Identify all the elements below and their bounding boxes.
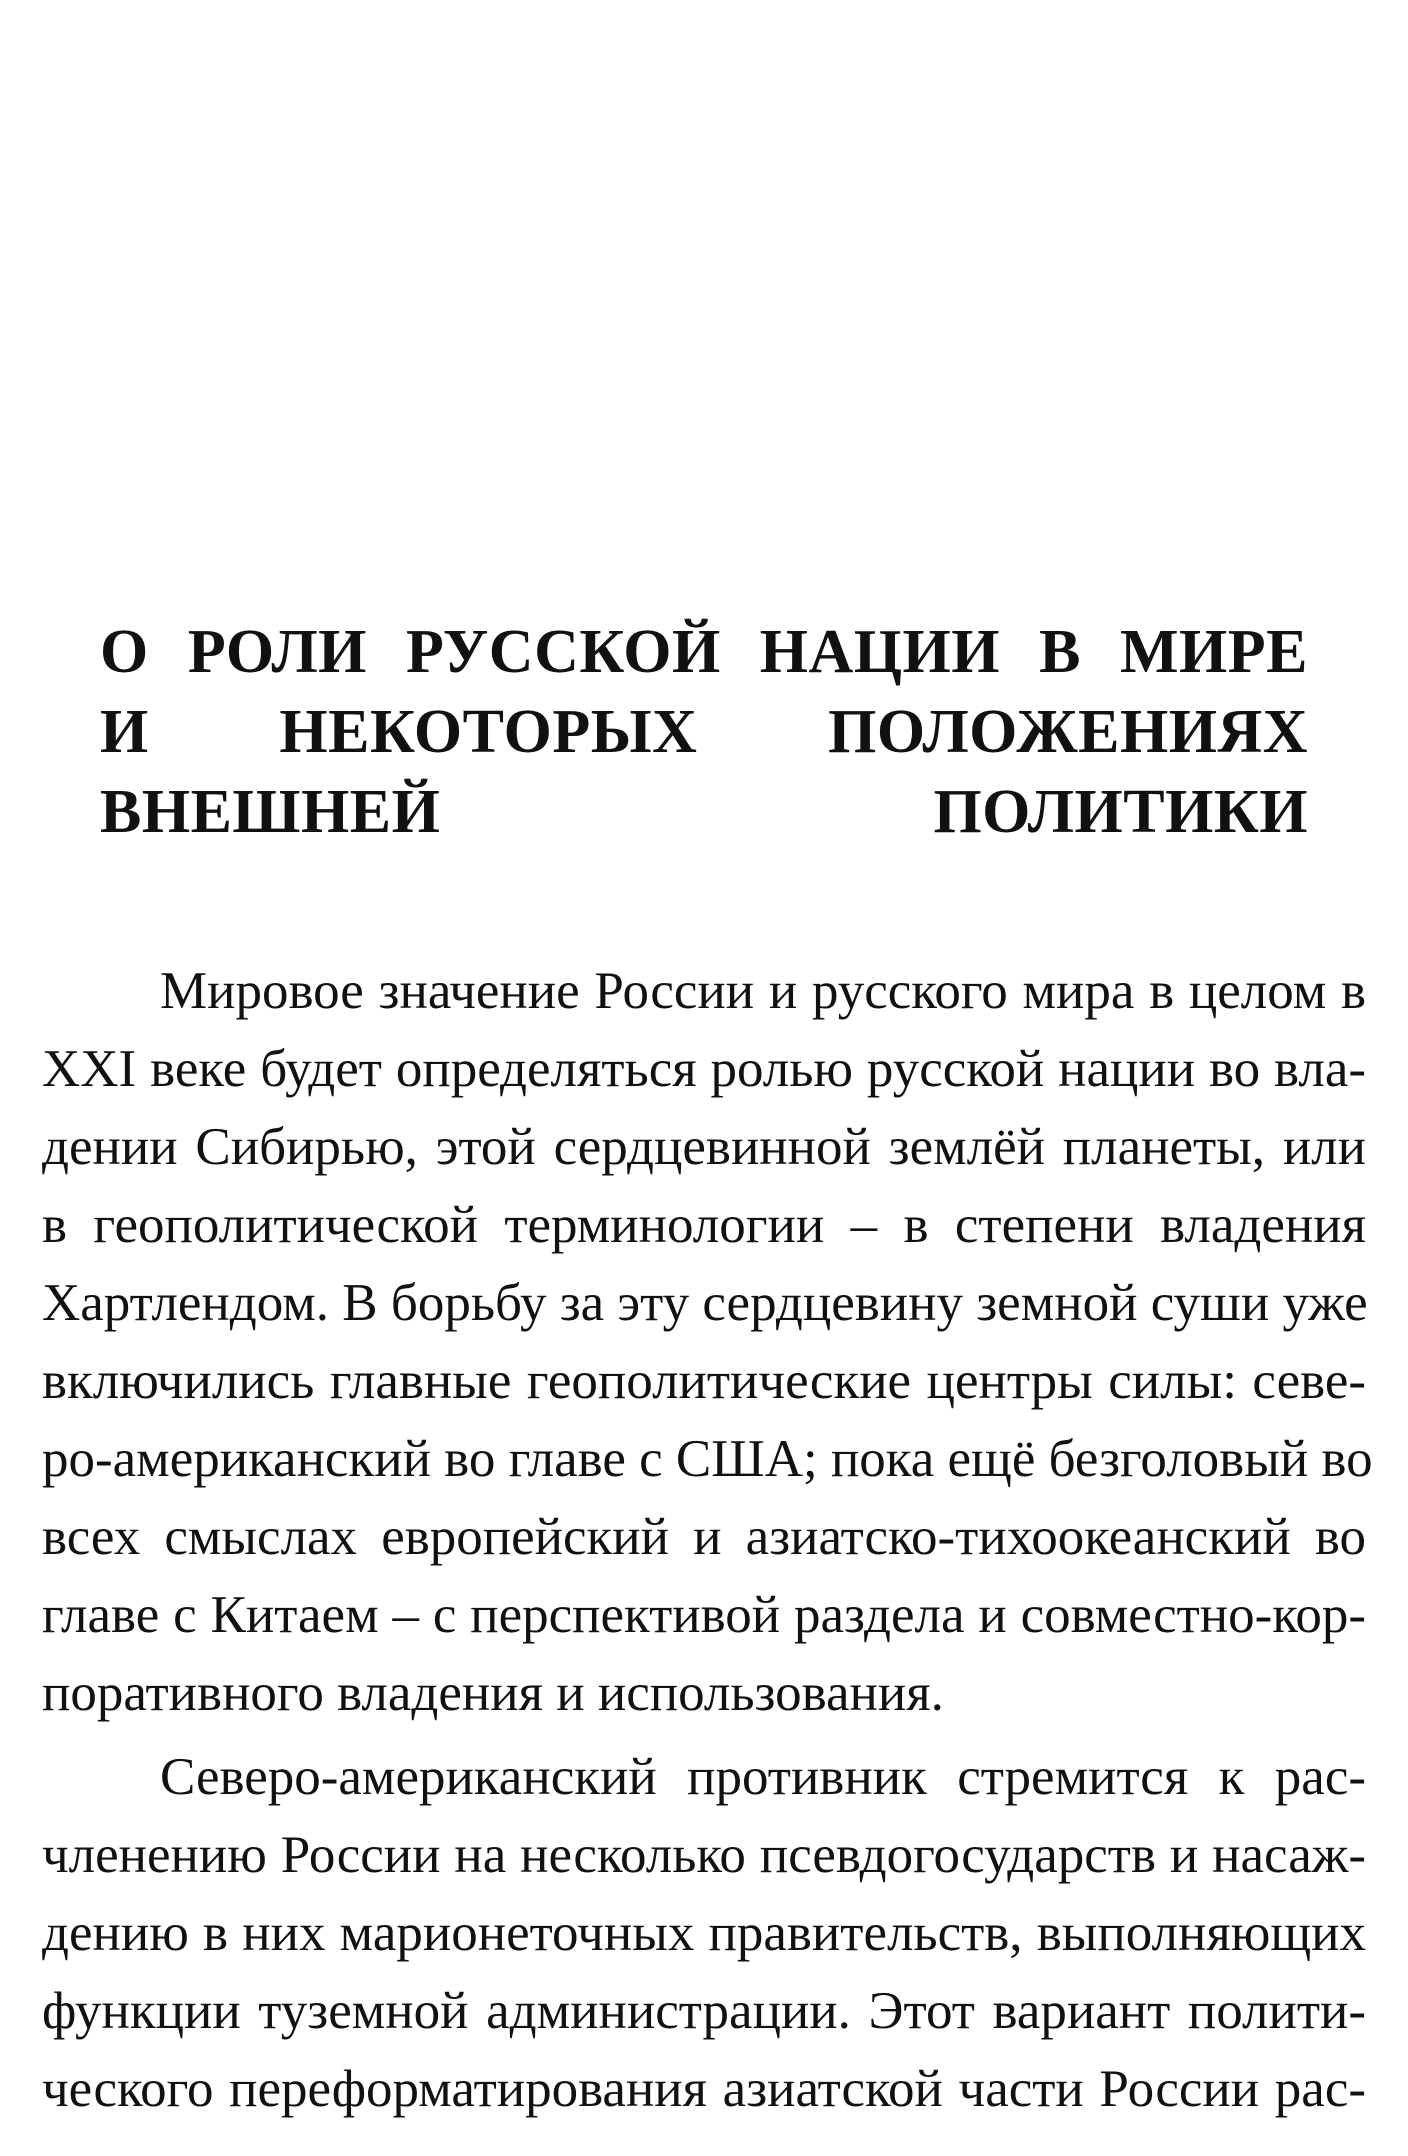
text-line: включились главные геополитические центры силы: севе- bbox=[42, 1352, 1366, 1410]
title-line-3: ВНЕШНЕЙ ПОЛИТИКИ bbox=[100, 778, 1308, 846]
text-line: дению в них марионеточных правительств, выполняющих bbox=[42, 1904, 1366, 1962]
text-line: XXI веке будет определяться ролью русской нации во вла- bbox=[42, 1040, 1366, 1098]
text-line: Хартлендом. В борьбу за эту сердцевину земной суши уже bbox=[42, 1274, 1368, 1332]
chapter-title bbox=[100, 612, 1308, 852]
text-line: ческого переформатирования азиатской части России рас- bbox=[42, 2060, 1366, 2118]
title-line-1: О РОЛИ РУССКОЙ НАЦИИ В МИРЕ bbox=[100, 618, 1308, 686]
text-line: в геополитической терминологии – в степени владения bbox=[42, 1196, 1366, 1254]
text-line: функции туземной администрации. Этот вариант полити- bbox=[42, 1982, 1366, 2040]
text-line: ро-американский во главе с США; пока ещё безголовый во bbox=[42, 1430, 1373, 1488]
text-line: дении Сибирью, этой сердцевинной землёй планеты, или bbox=[42, 1118, 1366, 1176]
title-line-2: И НЕКОТОРЫХ ПОЛОЖЕНИЯХ bbox=[100, 698, 1308, 766]
text-line: Мировое значение России и русского мира в целом в bbox=[160, 962, 1366, 1020]
text-line: поративного владения и использования. bbox=[42, 1664, 944, 1722]
text-line: членению России на несколько псевдогосударств и насаж- bbox=[42, 1826, 1366, 1884]
paragraph-1 bbox=[42, 952, 1373, 1732]
body-text bbox=[42, 952, 1373, 2134]
text-line: Северо-американский противник стремится к рас- bbox=[160, 1748, 1366, 1806]
text-line: всех смыслах европейский и азиатско-тихоокеанский во bbox=[42, 1508, 1366, 1566]
paragraph-2 bbox=[42, 1738, 1366, 2128]
text-line: главе с Китаем – с перспективой раздела и совместно-кор- bbox=[42, 1586, 1366, 1644]
